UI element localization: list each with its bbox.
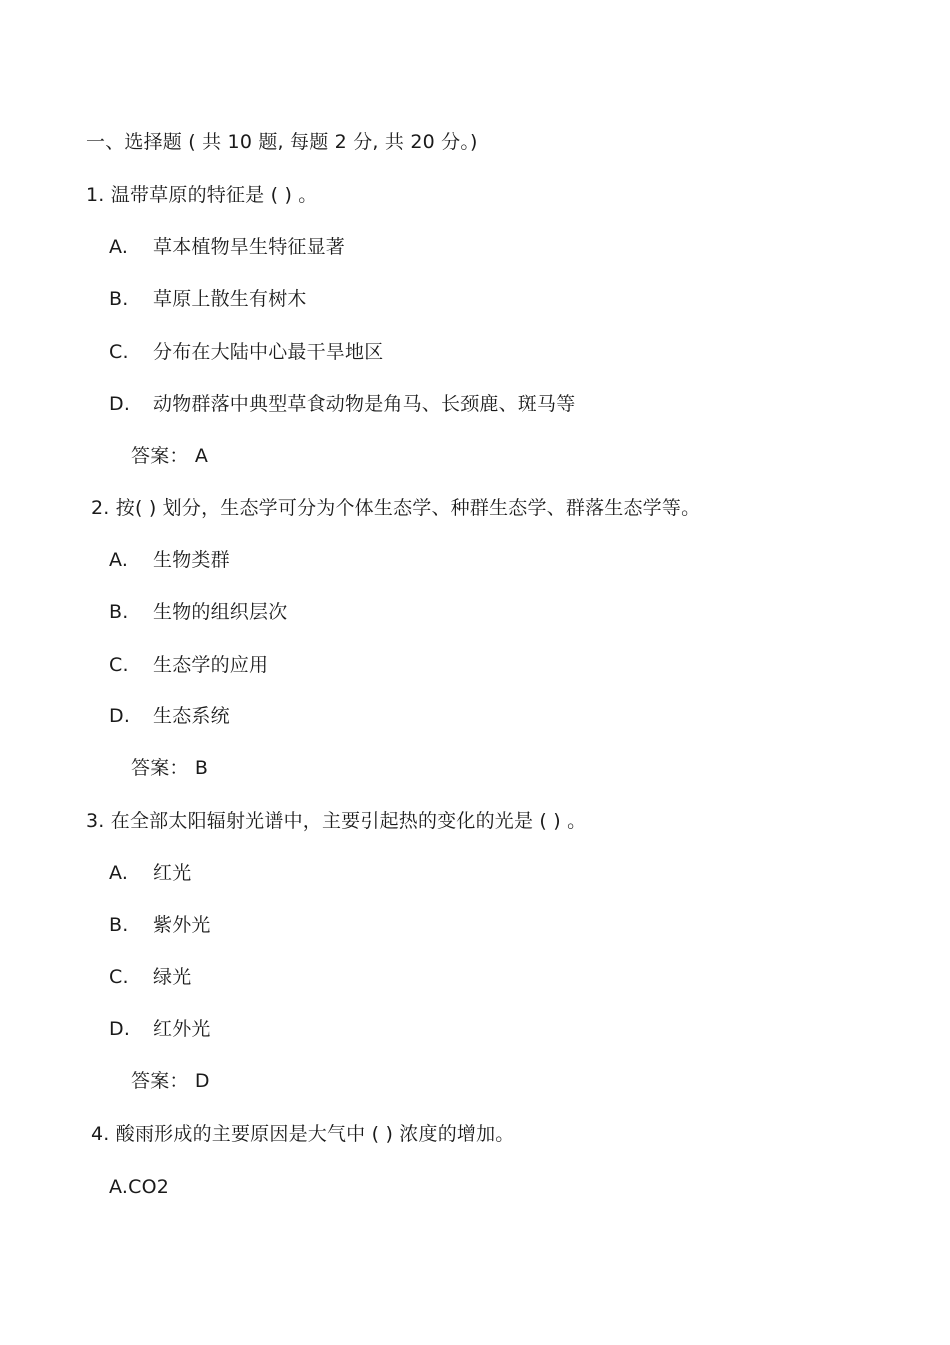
option-item bbox=[109, 340, 383, 364]
option-text: 草本植物旱生特征显著 bbox=[153, 236, 346, 258]
option-text: 紫外光 bbox=[153, 914, 211, 936]
option-item bbox=[109, 548, 230, 572]
question-stem: 1. 温带草原的特征是 ( ) 。 bbox=[86, 184, 318, 206]
answer-line: 答案： D bbox=[131, 1070, 210, 1092]
option-text: 生物的组织层次 bbox=[153, 601, 288, 623]
option-text: 分布在大陆中心最干旱地区 bbox=[153, 341, 384, 363]
option-letter: C. bbox=[109, 654, 129, 676]
option-item bbox=[109, 392, 575, 416]
option-item bbox=[109, 1017, 211, 1041]
option-item bbox=[109, 704, 230, 728]
answer-line: 答案： A bbox=[131, 445, 209, 467]
option-text: 红光 bbox=[153, 862, 192, 884]
option-letter: C. bbox=[109, 966, 129, 988]
option-item bbox=[109, 600, 287, 624]
option-text: 生物类群 bbox=[153, 549, 230, 571]
option-letter: A. bbox=[109, 862, 129, 884]
option-item bbox=[109, 913, 211, 937]
question-stem: 3. 在全部太阳辐射光谱中，主要引起热的变化的光是 ( ) 。 bbox=[86, 810, 587, 832]
option-item bbox=[109, 235, 345, 259]
option-item bbox=[109, 653, 268, 677]
option-letter: A. bbox=[109, 549, 129, 571]
option-text: 动物群落中典型草食动物是角马、长颈鹿、斑马等 bbox=[153, 393, 576, 415]
question-stem: 4. 酸雨形成的主要原因是大气中 ( ) 浓度的增加。 bbox=[91, 1123, 515, 1145]
option-letter: A. bbox=[109, 236, 129, 258]
option-item bbox=[109, 1175, 169, 1199]
option-text: 草原上散生有树木 bbox=[153, 288, 307, 310]
option-item bbox=[109, 287, 307, 311]
answer-line: 答案： B bbox=[131, 757, 209, 779]
question-stem: 2. 按( ) 划分，生态学可分为个体生态学、种群生态学、群落生态学等。 bbox=[91, 497, 701, 519]
option-text: 生态学的应用 bbox=[153, 654, 269, 676]
option-text: 生态系统 bbox=[153, 705, 230, 727]
option-letter: C. bbox=[109, 341, 129, 363]
option-item bbox=[109, 965, 191, 989]
option-text: 红外光 bbox=[153, 1018, 211, 1040]
option-letter: D. bbox=[109, 1018, 131, 1040]
option-letter: B. bbox=[109, 914, 129, 936]
option-letter: D. bbox=[109, 705, 131, 727]
option-letter: B. bbox=[109, 601, 129, 623]
option-item bbox=[109, 861, 191, 885]
option-letter: D. bbox=[109, 393, 131, 415]
option-text: 绿光 bbox=[153, 966, 192, 988]
option-text: A.CO2 bbox=[109, 1176, 170, 1198]
option-letter: B. bbox=[109, 288, 129, 310]
section-title: 一、选择题 ( 共 10 题, 每题 2 分, 共 20 分。) bbox=[86, 131, 478, 153]
